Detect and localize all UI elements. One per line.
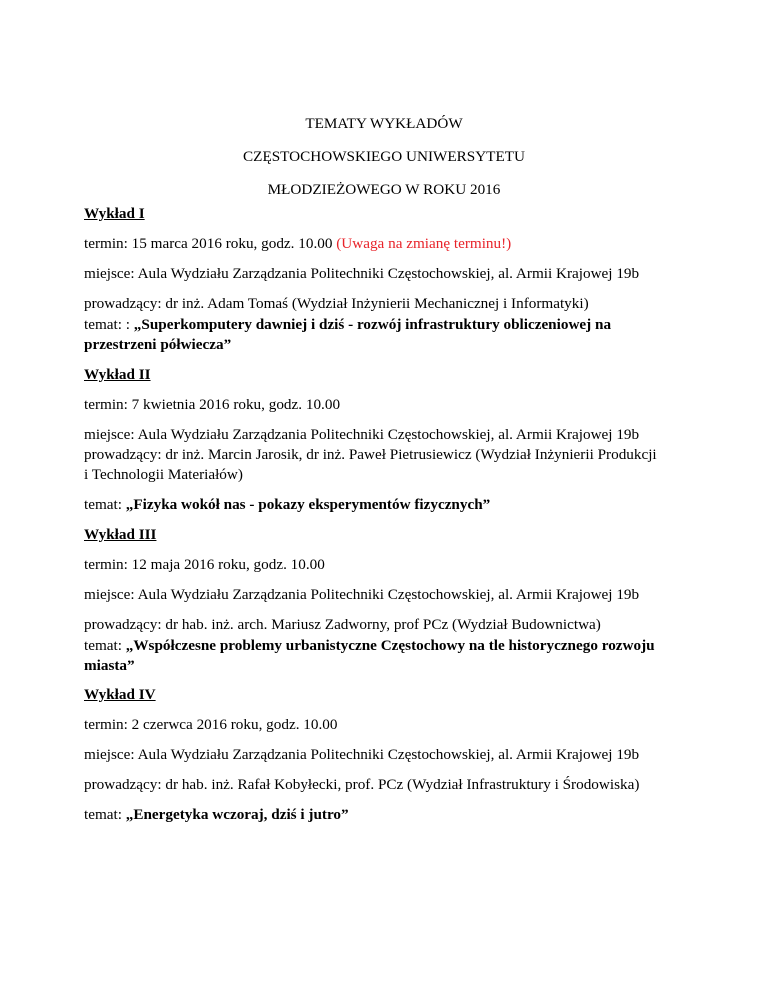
- lecture-3-topic: [84, 637, 655, 655]
- lecture-4-lecturer: prowadzący: dr hab. inż. Rafał Kobyłecki, prof. PCz (Wydział Infrastruktury i Środowiska): [84, 776, 640, 793]
- lecture-2-date: termin: 7 kwietnia 2016 roku, godz. 10.00: [84, 396, 341, 413]
- lecture-1-date: [84, 235, 511, 253]
- lecture-2-location: miejsce: Aula Wydziału Zarządzania Politechniki Częstochowskiej, al. Armii Krajowej 19b: [84, 426, 640, 443]
- lecture-1-date-text: termin: 15 marca 2016 roku, godz. 10.00: [84, 235, 333, 252]
- lecture-4-date: termin: 2 czerwca 2016 roku, godz. 10.00: [84, 716, 338, 733]
- document-title-line-3: MŁODZIEŻOWEGO W ROKU 2016: [267, 181, 501, 198]
- lecture-1-heading: Wykład I: [84, 205, 145, 222]
- lecture-3-topic-prefix: temat:: [84, 637, 122, 654]
- document-title-line-2: CZĘSTOCHOWSKIEGO UNIWERSYTETU: [243, 148, 525, 165]
- lecture-2-heading: Wykład II: [84, 366, 151, 383]
- lecture-3-topic-title-cont: miasta”: [84, 657, 135, 674]
- lecture-3-date: termin: 12 maja 2016 roku, godz. 10.00: [84, 556, 325, 573]
- lecture-3-lecturer: prowadzący: dr hab. inż. arch. Mariusz Zadworny, prof PCz (Wydział Budownictwa): [84, 616, 601, 633]
- lecture-1-lecturer: prowadzący: dr inż. Adam Tomaś (Wydział Inżynierii Mechanicznej i Informatyki): [84, 295, 589, 312]
- lecture-2-topic-prefix: temat:: [84, 496, 122, 513]
- lecture-1-date-change-note: (Uwaga na zmianę terminu!): [336, 235, 512, 252]
- lecture-3-location: miejsce: Aula Wydziału Zarządzania Politechniki Częstochowskiej, al. Armii Krajowej 19b: [84, 586, 640, 603]
- lecture-2-lecturers-cont: i Technologii Materiałów): [84, 466, 243, 483]
- lecture-4-topic: [84, 806, 349, 824]
- lecture-4-location: miejsce: Aula Wydziału Zarządzania Politechniki Częstochowskiej, al. Armii Krajowej 19b: [84, 746, 640, 763]
- lecture-1-topic-prefix: temat: :: [84, 316, 130, 333]
- lecture-4-topic-title: „Energetyka wczoraj, dziś i jutro”: [125, 806, 349, 823]
- document-title-line-1: TEMATY WYKŁADÓW: [305, 115, 463, 132]
- lecture-1-topic-title-cont: przestrzeni półwiecza”: [84, 336, 232, 353]
- lecture-2-topic-title: „Fizyka wokół nas - pokazy eksperymentów fizycznych”: [125, 496, 491, 513]
- lecture-2-lecturers: prowadzący: dr inż. Marcin Jarosik, dr inż. Paweł Pietrusiewicz (Wydział Inżynierii Produkcji: [84, 446, 657, 463]
- lecture-4-heading: Wykład IV: [84, 686, 156, 703]
- lecture-2-topic: [84, 496, 490, 514]
- lecture-1-topic-title: „Superkomputery dawniej i dziś - rozwój infrastruktury obliczeniowej na: [133, 316, 612, 333]
- lecture-1-location: miejsce: Aula Wydziału Zarządzania Politechniki Częstochowskiej, al. Armii Krajowej 19b: [84, 265, 640, 282]
- lecture-3-topic-title: „Współczesne problemy urbanistyczne Częstochowy na tle historycznego rozwoju: [125, 637, 655, 654]
- lecture-4-topic-prefix: temat:: [84, 806, 122, 823]
- lecture-3-heading: Wykład III: [84, 526, 157, 543]
- lecture-1-topic: [84, 316, 611, 334]
